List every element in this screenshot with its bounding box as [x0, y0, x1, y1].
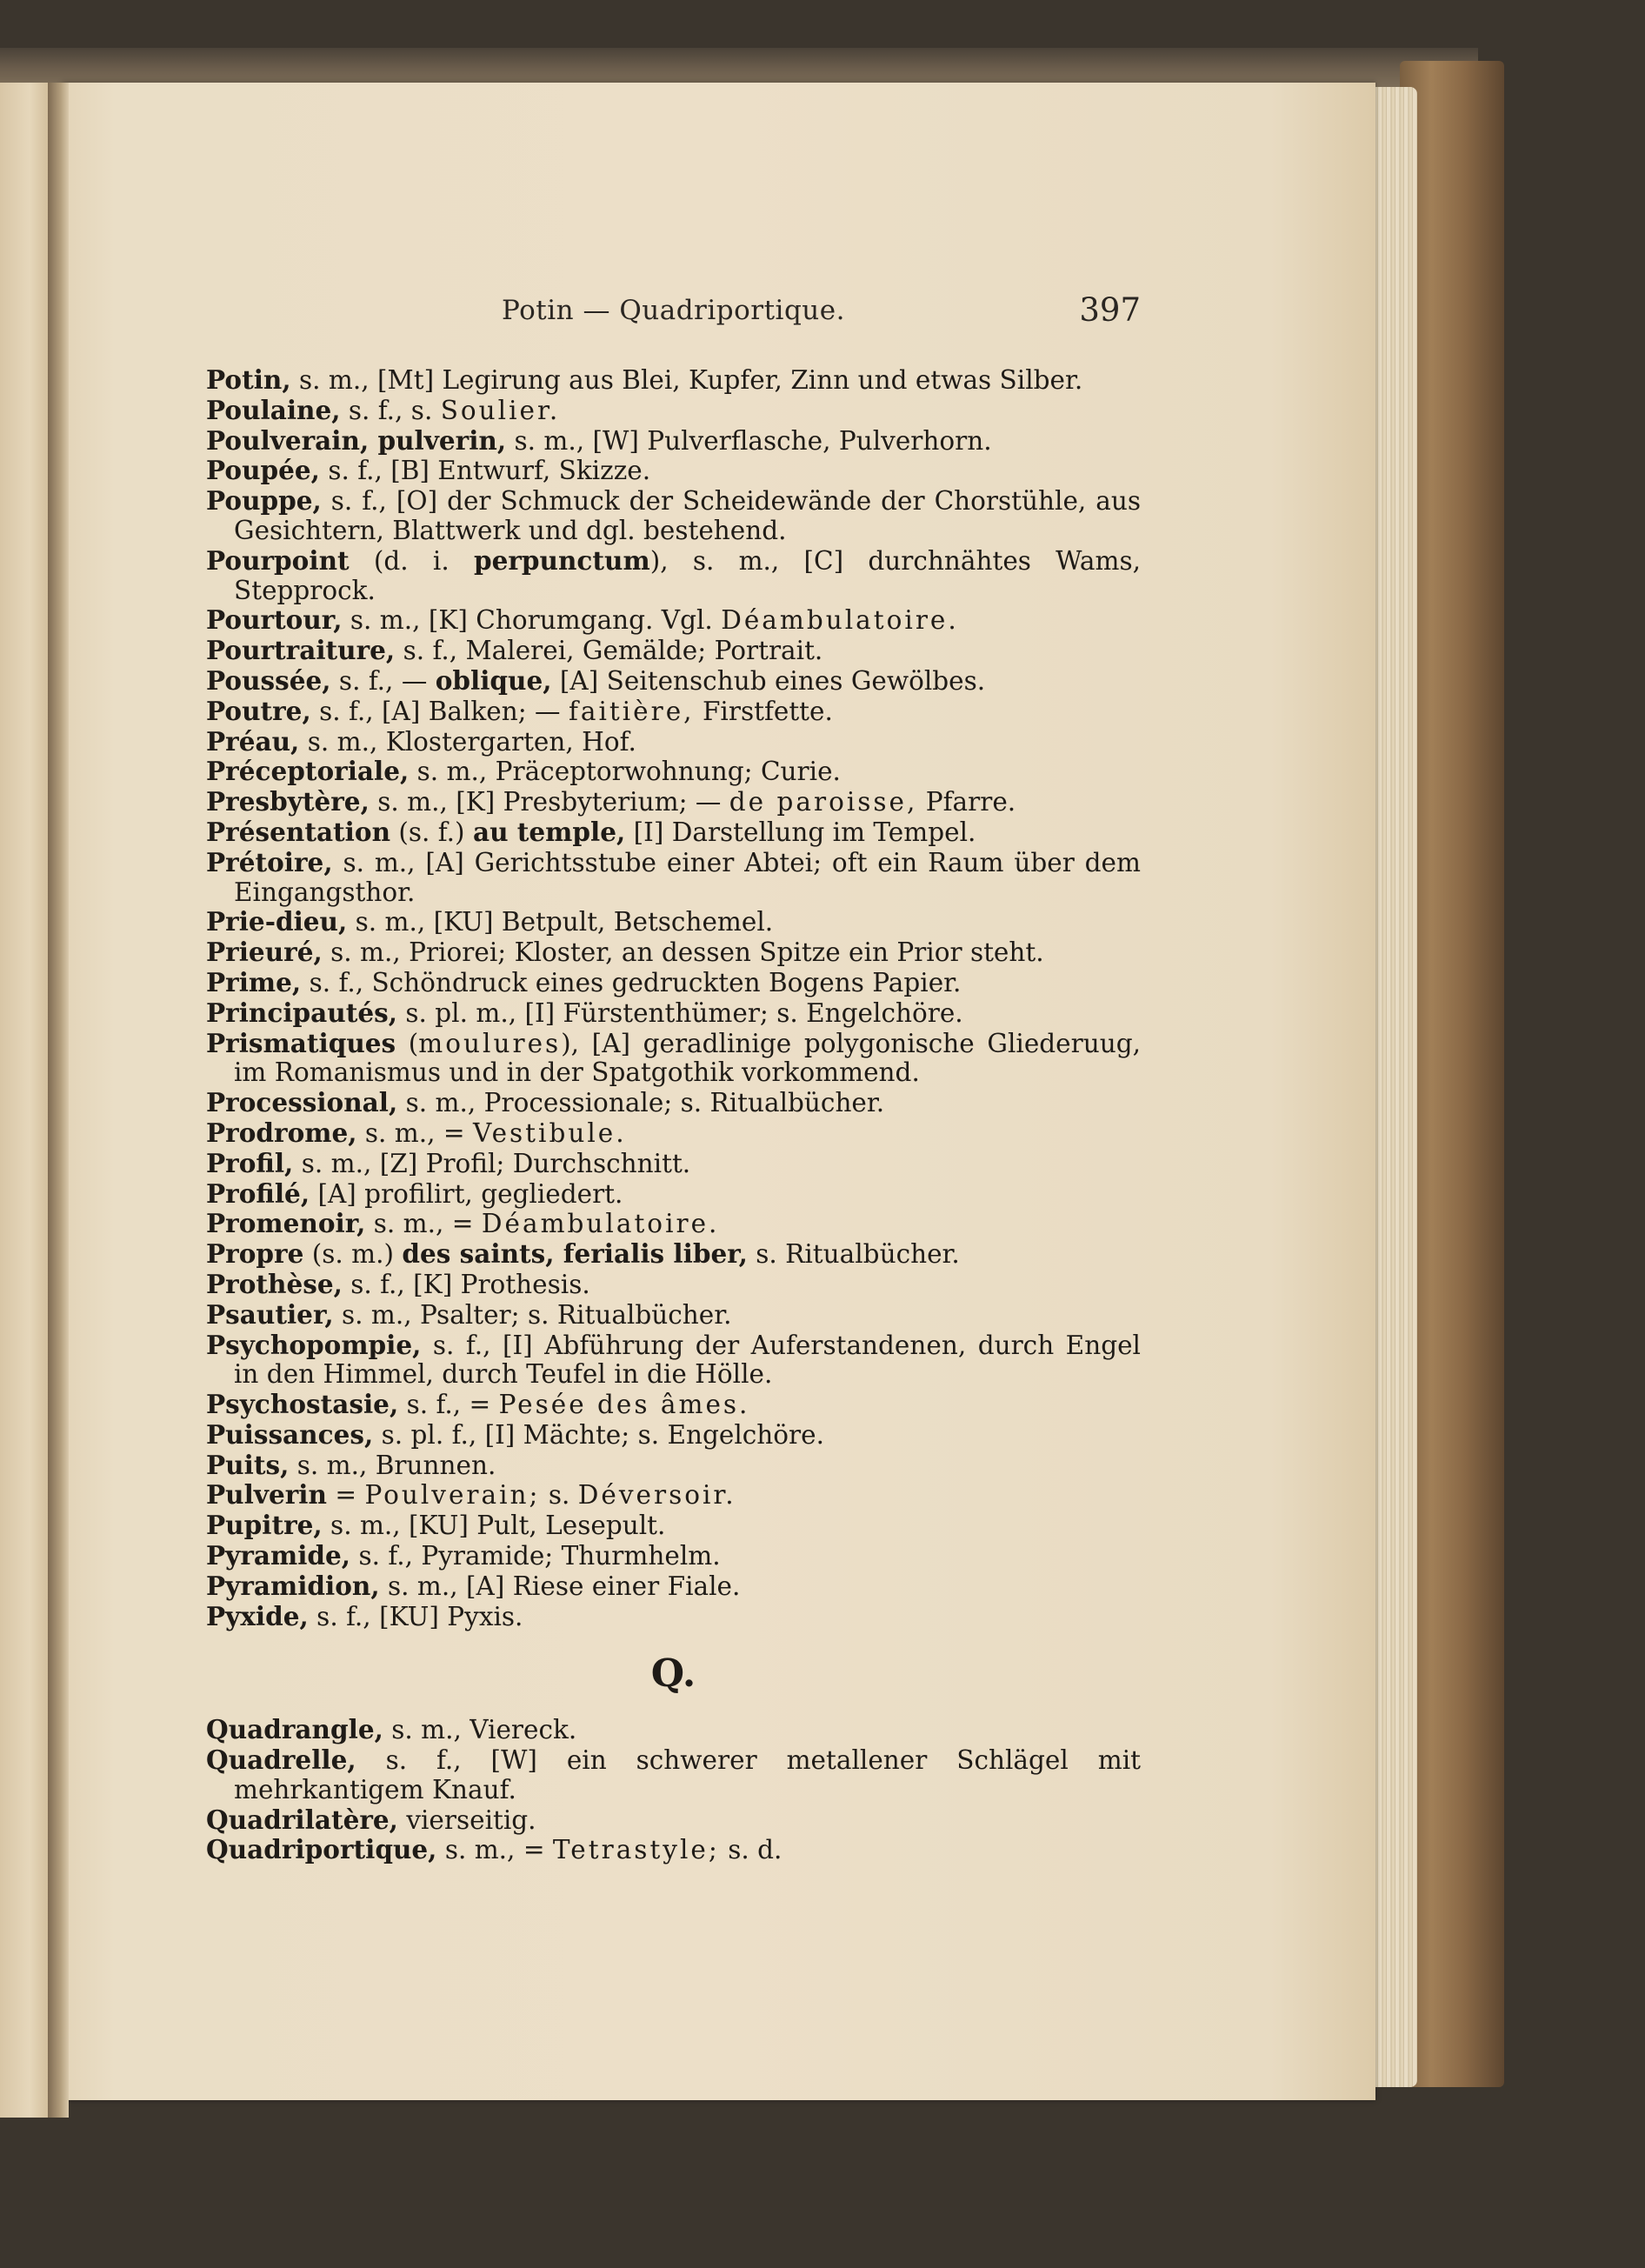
entry-definition: s. m., = — [356, 1117, 473, 1148]
entry-definition: s. f., [A] Balken; — — [310, 696, 569, 726]
entry-definition: s. f., Schöndruck eines gedruckten Bogens Papier. — [301, 967, 962, 997]
entry-definition: ), [A] geradlinige polygonische Gliederuug, im Romanismus und in der Spatgothik vorkommend. — [234, 1028, 1141, 1088]
entry-definition: s. f., [KU] Pyxis. — [308, 1601, 523, 1631]
entry-headword: Poulaine, — [206, 394, 341, 425]
entry-headword: Quadrelle, — [206, 1744, 356, 1776]
dictionary-entry — [206, 817, 1141, 848]
entry-definition: ), s. m., [C] durchnähtes Wams, Stepprock. — [234, 545, 1141, 605]
entry-headword: Psautier, — [206, 1298, 334, 1330]
entry-bold-term: oblique, — [435, 664, 552, 696]
entry-definition: s. pl. f., [I] Mächte; s. Engelchöre. — [373, 1419, 824, 1450]
entry-definition: s. f., [I] Abführung der Auferstandenen, durch Engel in den Himmel, durch Teufel in die Hölle. — [234, 1330, 1141, 1390]
entry-definition: s. f., Pyramide; Thurmhelm. — [350, 1541, 721, 1571]
entry-definition: vierseitig. — [397, 1804, 536, 1835]
dictionary-entry — [206, 546, 1141, 606]
entry-headword: Puissances, — [206, 1418, 374, 1450]
entry-headword: Profilé, — [206, 1177, 310, 1209]
running-head-title: Potin — Quadriportique. — [502, 295, 845, 326]
dictionary-entry — [206, 1420, 1141, 1451]
dictionary-entry — [206, 998, 1141, 1029]
dictionary-entry — [206, 727, 1141, 757]
dictionary-entry — [206, 1571, 1141, 1602]
dictionary-entry — [206, 1149, 1141, 1179]
entry-definition: s. m., Psalter; s. Ritualbücher. — [333, 1299, 732, 1330]
entry-definition: s. m., [W] Pulverflasche, Pulverhorn. — [506, 425, 992, 456]
entry-headword: Prieuré, — [206, 937, 323, 968]
entry-definition: ( — [396, 1028, 419, 1058]
entry-headword: Prime, — [206, 966, 302, 997]
entry-definition: s. m., Priorei; Kloster, an dessen Spitze ein Prior steht. — [322, 937, 1044, 968]
entry-definition: Pfarre. — [917, 787, 1016, 817]
entry-spaced-term: Soulier. — [440, 395, 561, 425]
entry-headword: Psychostasie, — [206, 1389, 399, 1420]
entry-definition: s. f., = — [398, 1390, 499, 1420]
entry-headword: Prismatiques — [206, 1027, 396, 1058]
dictionary-entry — [206, 1118, 1141, 1149]
entry-definition: s. m., [K] Chorumgang. Vgl. — [342, 605, 722, 636]
dictionary-entry — [206, 1239, 1141, 1270]
entry-definition: s. f., [K] Prothesis. — [342, 1269, 590, 1299]
entry-headword: Principautés, — [206, 997, 398, 1028]
entry-headword: Pouppe, — [206, 485, 322, 517]
dictionary-entry — [206, 1835, 1141, 1865]
dictionary-entry — [206, 1331, 1141, 1391]
entry-headword: Pourtour, — [206, 604, 343, 636]
dictionary-entry — [206, 1715, 1141, 1745]
entry-definition: s. m., [A] Gerichtsstube einer Abtei; oft ein Raum über dem Eingangsthor. — [234, 847, 1141, 907]
entry-headword: Présentation — [206, 816, 391, 847]
page-edges — [1369, 87, 1417, 2087]
dictionary-entry — [206, 697, 1141, 727]
entry-definition: s. m., = — [365, 1209, 482, 1239]
entry-headword: Poupée, — [206, 455, 320, 486]
entry-headword: Pourpoint — [206, 544, 350, 576]
q-entries-list — [206, 1715, 1141, 1865]
entry-spaced-term: faitière, — [568, 696, 695, 726]
entry-headword: Pyxide, — [206, 1600, 309, 1631]
dictionary-entry — [206, 365, 1141, 396]
entry-spaced-term: Déambulatoire. — [481, 1209, 720, 1239]
entry-definition: (s. m.) — [303, 1239, 403, 1270]
entry-definition: s. — [540, 1480, 578, 1511]
entry-definition: s. Ritualbücher. — [747, 1239, 960, 1270]
entry-headword: Pupitre, — [206, 1510, 323, 1541]
entry-definition: s. m., Viereck. — [383, 1715, 577, 1745]
entry-headword: Prothèse, — [206, 1268, 343, 1299]
dictionary-entry — [206, 1029, 1141, 1089]
entry-definition: s. m., [Mt] Legirung aus Blei, Kupfer, Zinn und etwas Silber. — [290, 365, 1083, 395]
entry-spaced-term: Pesée des âmes. — [498, 1390, 750, 1420]
entry-definition: s. f., Malerei, Gemälde; Portrait. — [395, 636, 823, 666]
entry-headword: Quadriportique, — [206, 1834, 437, 1865]
dictionary-entries — [206, 365, 1141, 1865]
entry-headword: Prétoire, — [206, 846, 333, 877]
dictionary-entry — [206, 1390, 1141, 1420]
entry-definition: (d. i. — [349, 545, 474, 576]
entry-headword: Pulverin — [206, 1479, 327, 1511]
entry-headword: Poulverain, pulverin, — [206, 424, 507, 456]
dictionary-entry — [206, 486, 1141, 546]
entry-definition: s. m., Klostergarten, Hof. — [299, 726, 636, 757]
dictionary-entry — [206, 1480, 1141, 1511]
dictionary-entry — [206, 1270, 1141, 1300]
entry-headword: Puits, — [206, 1449, 290, 1480]
entry-definition: s. f., s. — [340, 395, 441, 425]
running-head — [206, 291, 1141, 339]
entry-headword: Préau, — [206, 725, 300, 757]
entry-headword: Promenoir, — [206, 1208, 366, 1239]
entry-headword: Psychopompie, — [206, 1329, 422, 1360]
dictionary-entry — [206, 968, 1141, 998]
entry-definition: s. pl. m., [I] Fürstenthümer; s. Engelchöre. — [397, 997, 963, 1028]
dictionary-entry — [206, 426, 1141, 457]
dictionary-entry — [206, 937, 1141, 968]
dictionary-entry — [206, 907, 1141, 937]
entry-definition: s. m., [A] Riese einer Fiale. — [379, 1571, 741, 1601]
dictionary-entry — [206, 1511, 1141, 1541]
entry-definition: s. m., Processionale; s. Ritualbücher. — [397, 1088, 885, 1118]
entry-definition: = — [326, 1480, 365, 1511]
entry-headword: Pyramide, — [206, 1540, 351, 1571]
p-entries-list — [206, 365, 1141, 1631]
entry-bold-term: des saints, ferialis liber, — [402, 1238, 748, 1270]
dictionary-entry — [206, 1209, 1141, 1239]
entry-spaced-term: Tetrastyle; — [552, 1835, 720, 1865]
book-gutter — [48, 83, 69, 2118]
dictionary-entry — [206, 636, 1141, 666]
entry-definition: (s. f.) — [390, 817, 473, 847]
entry-definition: s. f., [O] der Schmuck der Scheidewände der Chorstühle, aus Gesichtern, Blattwerk und dgl. bestehend. — [234, 486, 1141, 545]
dictionary-entry — [206, 1300, 1141, 1331]
entry-spaced-term: moulures — [418, 1028, 562, 1058]
entry-headword: Potin, — [206, 364, 291, 395]
entry-definition: s. m., = — [436, 1835, 553, 1865]
dictionary-entry — [206, 1602, 1141, 1632]
entry-spaced-term: Déambulatoire. — [721, 605, 959, 636]
entry-definition: Firstfette. — [694, 696, 833, 726]
dictionary-entry — [206, 456, 1141, 486]
entry-headword: Processional, — [206, 1087, 398, 1118]
dictionary-entry — [206, 605, 1141, 636]
entry-definition: [A] profilirt, gegliedert. — [310, 1178, 623, 1209]
entry-definition: [I] Darstellung im Tempel. — [625, 817, 976, 847]
entry-headword: Prie-dieu, — [206, 906, 348, 937]
dictionary-entry — [206, 396, 1141, 426]
entry-headword: Pourtraiture, — [206, 635, 396, 666]
left-page-edge — [0, 83, 54, 2118]
entry-headword: Prodrome, — [206, 1117, 357, 1148]
entry-headword: Presbytère, — [206, 786, 370, 817]
entry-headword: Poussée, — [206, 664, 331, 696]
dictionary-entry — [206, 666, 1141, 697]
dictionary-entry — [206, 1745, 1141, 1805]
entry-spaced-term: Poulverain; — [364, 1480, 541, 1511]
entry-bold-term: au temple, — [472, 816, 626, 847]
entry-headword: Préceptoriale, — [206, 756, 410, 787]
entry-definition: s. m., [K] Presbyterium; — — [369, 787, 729, 817]
entry-headword: Quadrangle, — [206, 1714, 383, 1745]
entry-headword: Poutre, — [206, 695, 311, 726]
dictionary-entry — [206, 848, 1141, 908]
entry-spaced-term: de paroisse, — [729, 787, 918, 817]
entry-definition: s. d. — [719, 1835, 783, 1865]
entry-headword: Quadrilatère, — [206, 1804, 398, 1835]
entry-definition: s. f., [W] ein schwerer metallener Schlägel mit mehrkantigem Knauf. — [234, 1745, 1141, 1804]
entry-headword: Pyramidion, — [206, 1570, 380, 1601]
entry-spaced-term: Vestibule. — [472, 1117, 627, 1148]
dictionary-entry — [206, 1451, 1141, 1481]
dictionary-entry — [206, 1179, 1141, 1210]
entry-definition: s. f., — — [330, 665, 436, 696]
dictionary-entry — [206, 1088, 1141, 1118]
dictionary-entry — [206, 787, 1141, 817]
entry-headword: Propre — [206, 1238, 304, 1270]
entry-definition: s. m., [KU] Betpult, Betschemel. — [347, 907, 774, 937]
entry-headword: Profil, — [206, 1147, 294, 1178]
dictionary-entry — [206, 1805, 1141, 1836]
page-number: 397 — [1079, 291, 1141, 329]
entry-definition: [A] Seitenschub eines Gewölbes. — [551, 665, 986, 696]
entry-definition: s. m., Präceptorwohnung; Curie. — [409, 757, 841, 787]
entry-definition: s. f., [B] Entwurf, Skizze. — [319, 456, 651, 486]
dictionary-entry — [206, 1541, 1141, 1571]
section-letter: Q. — [650, 1651, 696, 1697]
entry-definition: s. m., [Z] Profil; Durchschnitt. — [293, 1148, 691, 1178]
entry-definition: s. m., [KU] Pult, Lesepult. — [322, 1511, 666, 1541]
entry-definition: s. m., Brunnen. — [289, 1450, 496, 1480]
entry-bold-term: perpunctum — [473, 544, 650, 576]
entry-spaced-term: Déversoir. — [577, 1480, 736, 1511]
dictionary-entry — [206, 757, 1141, 787]
